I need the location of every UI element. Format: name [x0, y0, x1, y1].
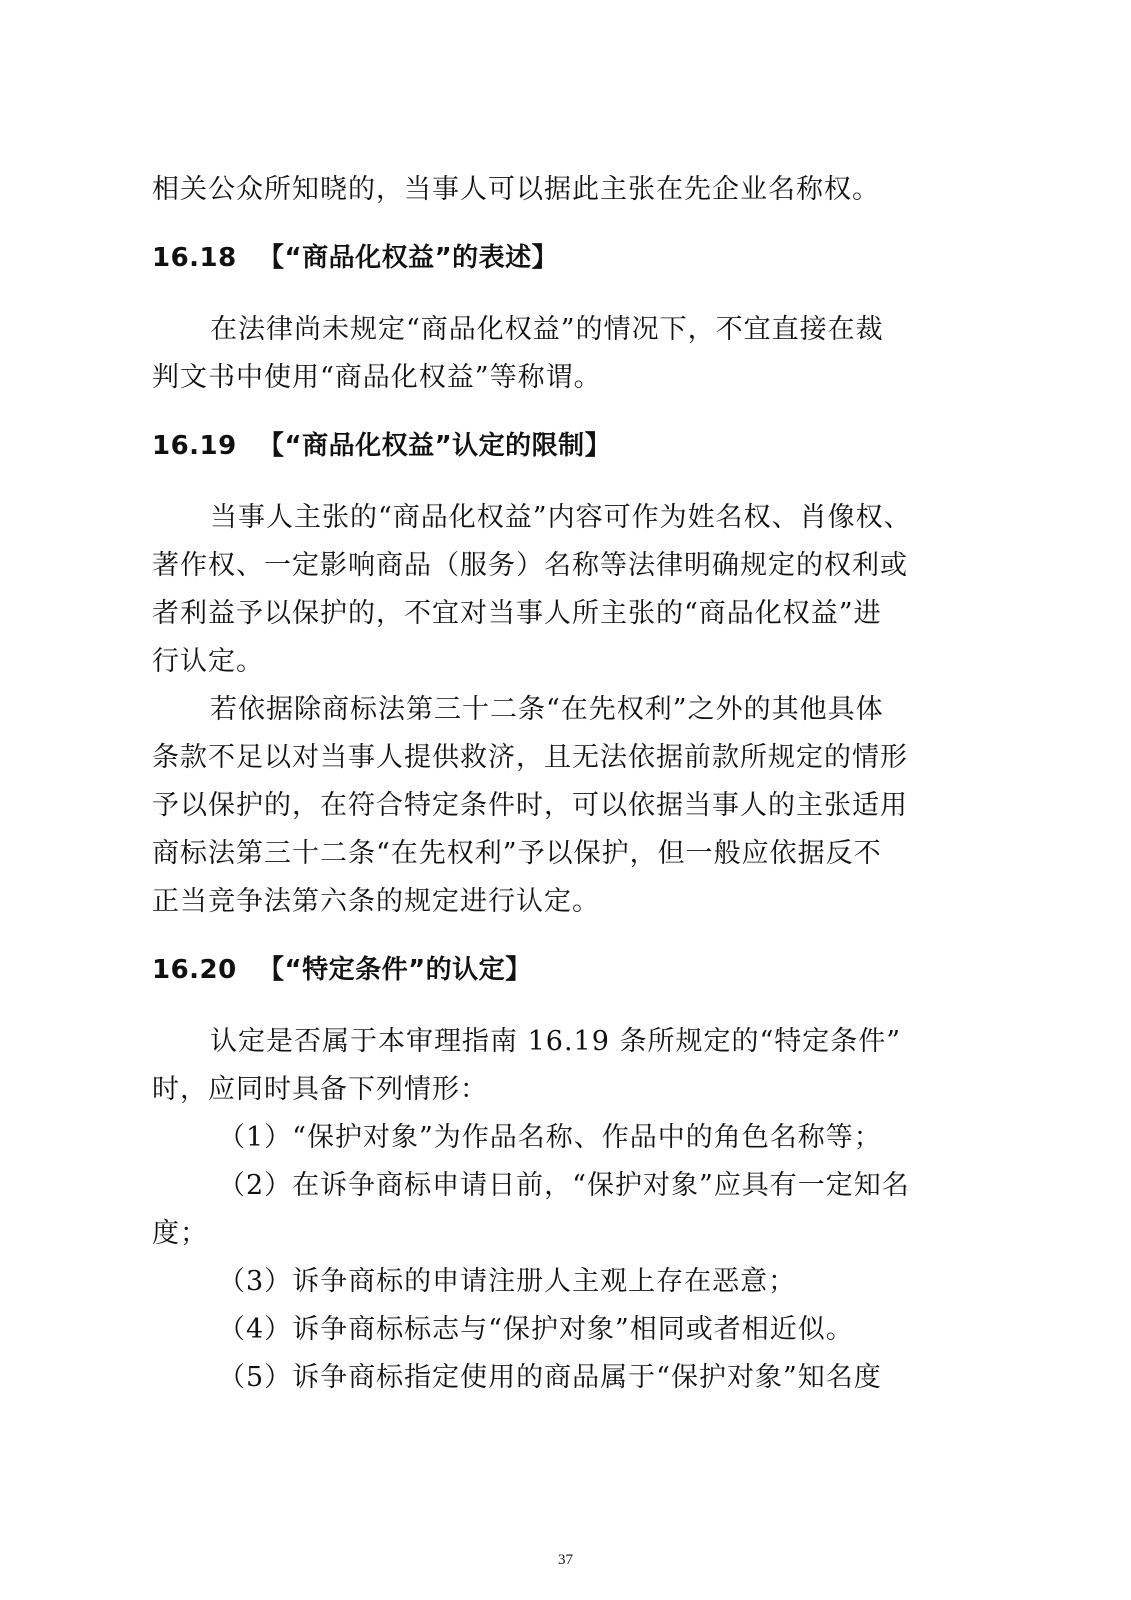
list-item: （2）在诉争商标申请日前，“保护对象”应具有一定知名	[218, 1170, 910, 1201]
section-heading-16-18	[152, 234, 952, 282]
list-item: （3）诉争商标的申请注册人主观上存在恶意；	[218, 1266, 797, 1297]
list-item: （5）诉争商标指定使用的商品属于“保护对象”知名度	[218, 1362, 882, 1393]
paragraph-line: 判文书中使用“商品化权益”等称谓。	[152, 362, 602, 393]
section-heading-16-20	[152, 946, 952, 994]
section-title: 【“商品化权益”认定的限制】	[258, 431, 612, 461]
paragraph-line: 正当竞争法第六条的规定进行认定。	[152, 886, 600, 917]
list-item-continuation: 度；	[152, 1218, 208, 1249]
section-16-19-paragraph-1	[152, 494, 952, 686]
page-body	[152, 166, 952, 1402]
paragraph-line: 著作权、一定影响商品（服务）名称等法律明确规定的权利或	[152, 550, 908, 581]
section-number: 16.18	[152, 243, 237, 273]
paragraph-line: 时，应同时具备下列情形：	[152, 1074, 488, 1105]
section-title: 【“商品化权益”的表述】	[258, 243, 559, 273]
paragraph-line: 当事人主张的“商品化权益”内容可作为姓名权、肖像权、	[210, 502, 912, 533]
page-number: 37	[558, 1552, 573, 1568]
section-heading-16-19	[152, 422, 952, 470]
list-item: （1）“保护对象”为作品名称、作品中的角色名称等；	[218, 1122, 882, 1153]
section-16-18-paragraph-1	[152, 306, 952, 402]
list-item: （4）诉争商标标志与“保护对象”相同或者相近似。	[218, 1314, 854, 1345]
paragraph-line: 若依据除商标法第三十二条“在先权利”之外的其他具体	[210, 694, 884, 725]
section-16-20-paragraph-1	[152, 1018, 952, 1114]
section-title: 【“特定条件”的认定】	[258, 955, 532, 985]
paragraph-line: 行认定。	[152, 646, 264, 677]
section-number: 16.19	[152, 431, 237, 461]
section-16-19-paragraph-2	[152, 686, 952, 926]
paragraph-line: 者利益予以保护的，不宜对当事人所主张的“商品化权益”进	[152, 598, 882, 629]
paragraph-line: 在法律尚未规定“商品化权益”的情况下，不宜直接在裁	[210, 314, 884, 345]
paragraph-line: 条款不足以对当事人提供救济，且无法依据前款所规定的情形	[152, 742, 908, 773]
paragraph-line: 商标法第三十二条“在先权利”予以保护，但一般应依据反不	[152, 838, 882, 869]
condition-list	[152, 1114, 952, 1402]
section-number: 16.20	[152, 955, 237, 985]
paragraph-line: 认定是否属于本审理指南 16.19 条所规定的“特定条件”	[210, 1026, 902, 1057]
paragraph-line: 予以保护的，在符合特定条件时，可以依据当事人的主张适用	[152, 790, 908, 821]
intro-line: 相关公众所知晓的，当事人可以据此主张在先企业名称权。	[152, 174, 880, 205]
